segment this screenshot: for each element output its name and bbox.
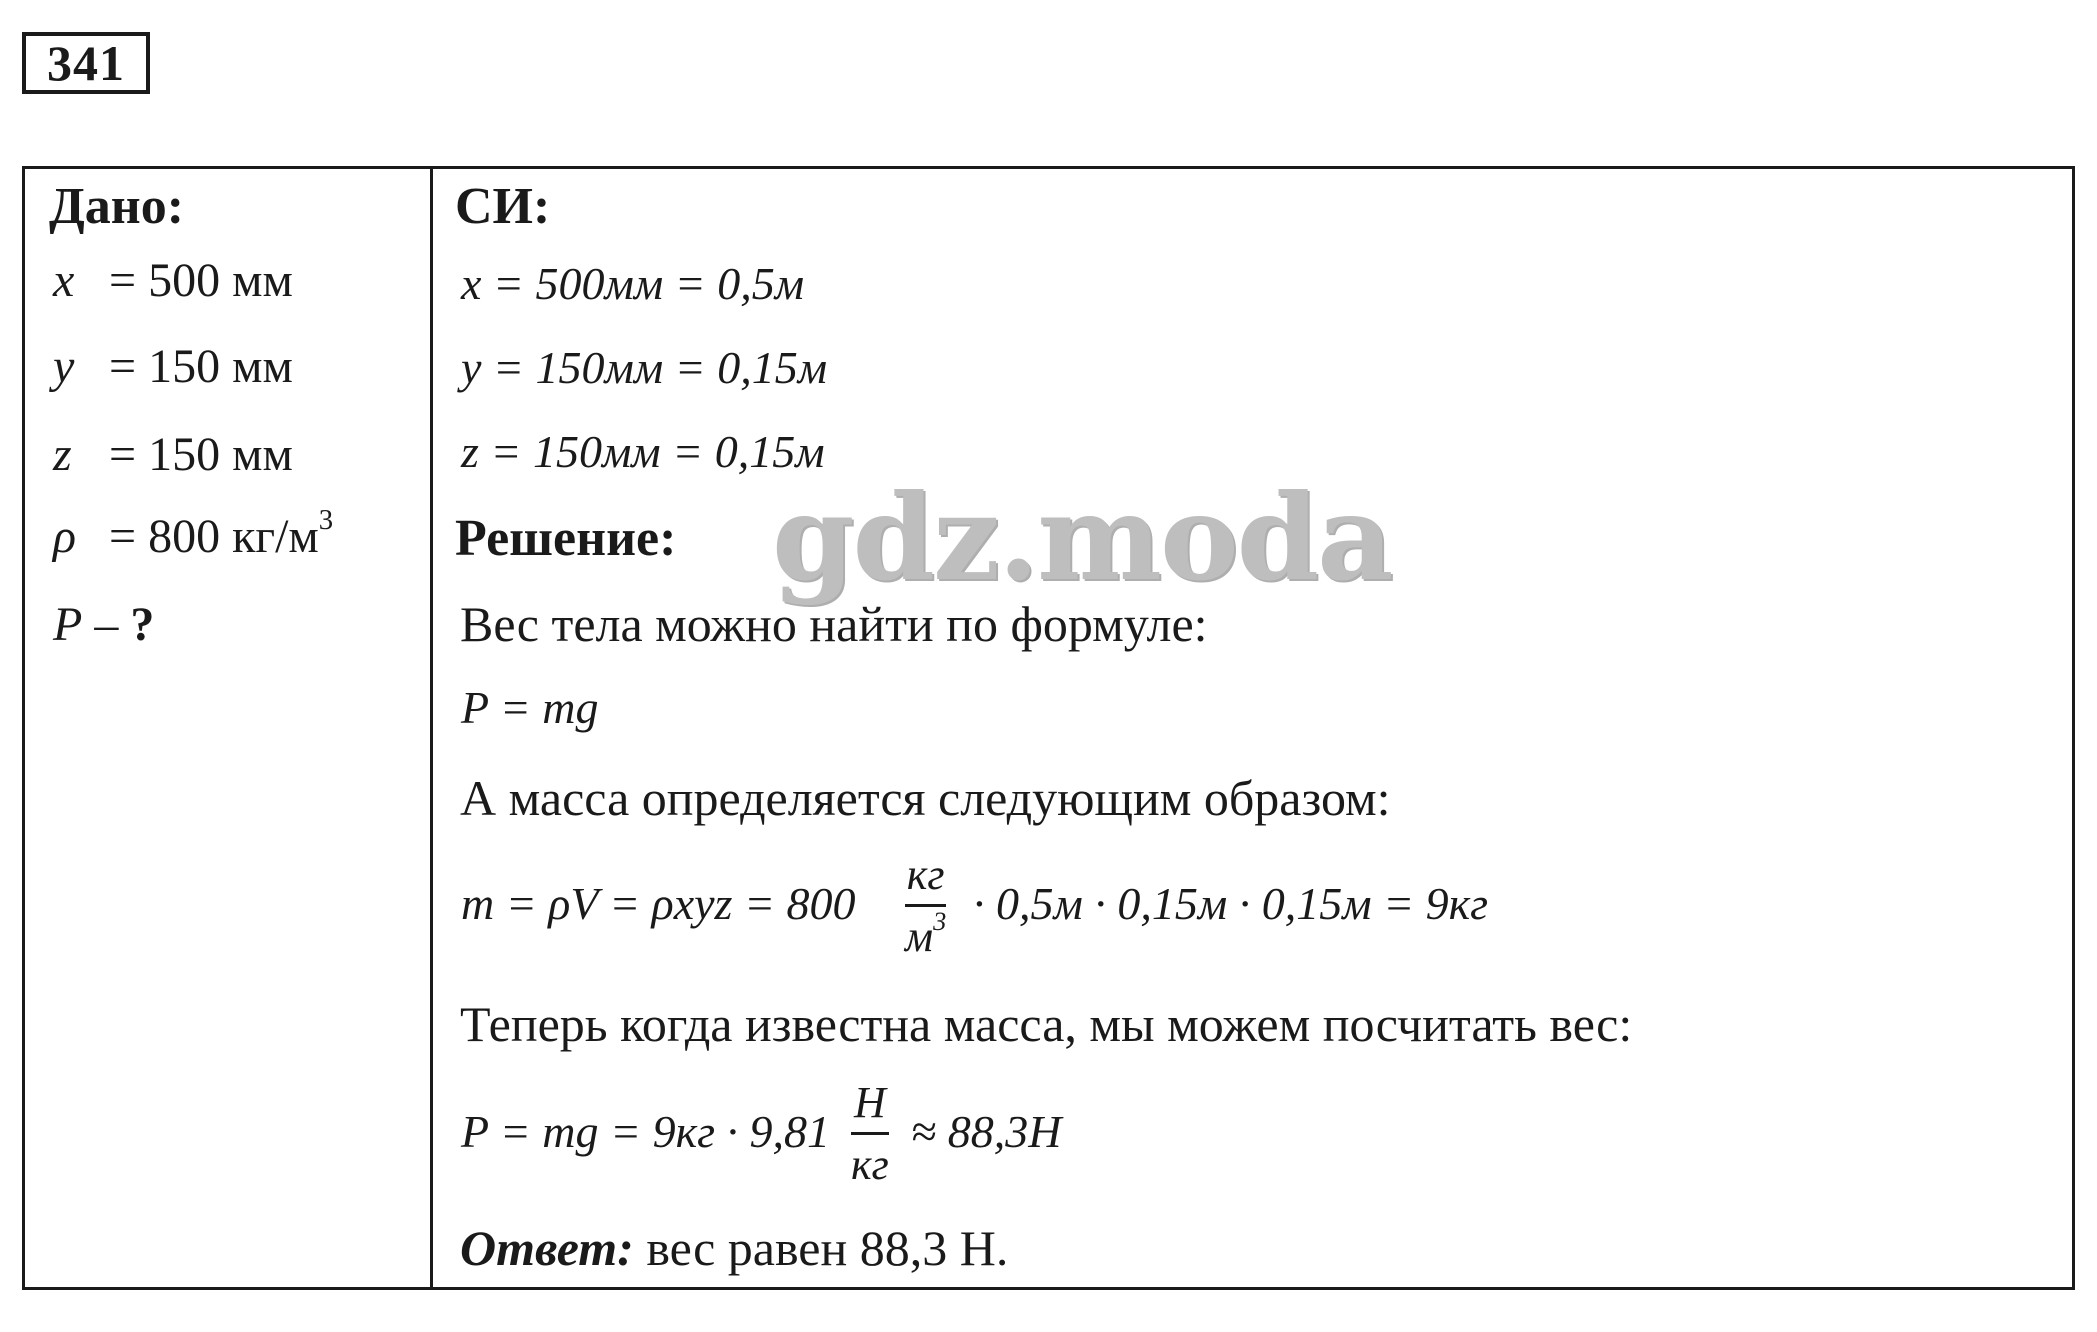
fraction-denominator: кг [851, 1140, 889, 1189]
si-row-z: z = 150мм = 0,15м [461, 426, 825, 477]
given-value: – [94, 598, 131, 651]
formula-weight: P = mg [461, 682, 599, 733]
given-var: P [53, 598, 83, 651]
given-value: = 800 кг/м [109, 510, 319, 563]
solution-text-3: Теперь когда известна масса, мы можем посчитать вес: [460, 996, 1633, 1052]
given-column [25, 169, 430, 1287]
formula-weight-calc-right: ≈ 88,3Н [911, 1106, 1062, 1157]
given-row-x [53, 253, 293, 308]
formula-mass-right: · 0,5м · 0,15м · 0,15м = 9кг [973, 878, 1489, 929]
si-row-y: y = 150мм = 0,15м [461, 342, 828, 393]
solution-text-1: Вес тела можно найти по формуле: [460, 596, 1208, 652]
solution-heading: Решение: [455, 510, 677, 567]
fraction-numerator: кг [906, 850, 945, 899]
given-value: = 500 мм [109, 254, 293, 307]
solution-table [22, 166, 2075, 1290]
unknown-mark: ? [130, 598, 155, 651]
si-row-x: x = 500мм = 0,5м [461, 258, 805, 309]
watermark-logo: gdz.moda [772, 468, 1392, 607]
given-row-y [53, 339, 293, 394]
fraction-denominator: $м^3$ [905, 905, 947, 961]
si-heading: СИ: [455, 178, 551, 235]
given-exponent: 3 [318, 503, 334, 536]
fraction-gravity-unit [851, 1077, 889, 1190]
problem-number: 341 [22, 32, 150, 94]
answer-line [460, 1219, 1008, 1277]
fraction-density-unit [905, 849, 946, 962]
given-var: ρ [53, 510, 77, 563]
given-row-rho [53, 503, 334, 564]
given-value: = 150 мм [109, 428, 293, 481]
given-var: x [53, 254, 75, 307]
solution-text-2: А масса определяется следующим образом: [460, 770, 1391, 826]
given-heading: Дано: [49, 178, 185, 235]
given-value: = 150 мм [109, 340, 293, 393]
formula-weight-calc-left: P = mg = 9кг · 9,81 [461, 1106, 831, 1157]
fraction-numerator: Н [853, 1078, 886, 1127]
formula-mass-left: m = ρV = ρxyz = 800 [461, 878, 856, 929]
answer-text: вес равен 88,3 Н. [633, 1220, 1009, 1276]
given-var: z [53, 428, 72, 481]
fraction-bar [851, 1132, 889, 1135]
answer-label: Ответ: [460, 1220, 634, 1276]
given-var: y [53, 340, 75, 393]
si-solution-column [433, 169, 2072, 1287]
given-row-unknown [53, 597, 154, 652]
given-row-z [53, 427, 293, 482]
